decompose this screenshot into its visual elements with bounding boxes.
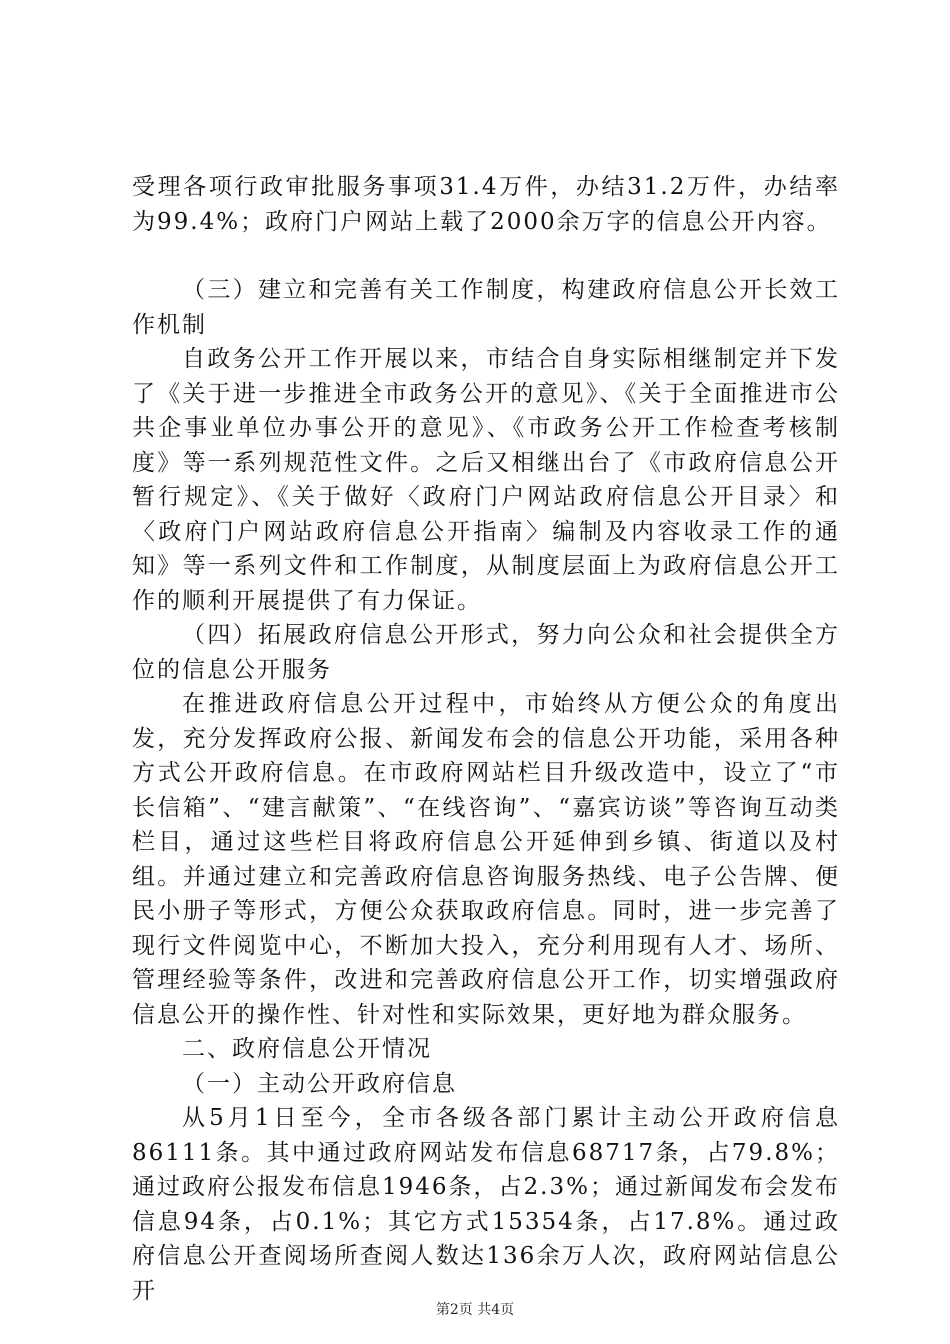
document-body [132,170,840,1308]
paragraph-disclosure-forms: 在推进政府信息公开过程中，市始终从方便公众的角度出发，充分发挥政府公报、新闻发布会的信息公开功能，采用各种方式公开政府信息。在市政府网站栏目升级改造中，设立了“市长信箱”、“建言献策”、“在线咨询”、“嘉宾访谈”等咨询互动类栏目，通过这些栏目将政府信息公开延伸到乡镇、街道以及村组。并通过建立和完善政府信息咨询服务热线、电子公告牌、便民小册子等形式，方便公众获取政府信息。同时，进一步完善了现行文件阅览中心，不断加大投入，充分利用现有人才、场所、管理经验等条件，改进和完善政府信息公开工作，切实增强政府信息公开的操作性、针对性和实际效果，更好地为群众服务。 [132,691,840,1028]
section-heading-4: （四）拓展政府信息公开形式，努力向公众和社会提供全方位的信息公开服务 [132,622,840,683]
paragraph-regulations: 自政务公开工作开展以来，市结合自身实际相继制定并下发了《关于进一步推进全市政务公开的意见》、《关于全面推进市公共企事业单位办事公开的意见》、《市政务公开工作检查考核制度》等一系列规范性文件。之后又相继出台了《市政府信息公开暂行规定》、《关于做好〈政府门户网站政府信息公开目录〉和〈政府门户网站政府信息公开指南〉编制及内容收录工作的通知》等一系列文件和工作制度，从制度层面上为政府信息公开工作的顺利开展提供了有力保证。 [132,346,840,614]
section-heading-1: （一）主动公开政府信息 [182,1070,457,1097]
chapter-heading-2: 二、政府信息公开情况 [182,1036,432,1062]
section-heading-3: （三）建立和完善有关工作制度，构建政府信息公开长效工作机制 [132,277,840,338]
page-number: 第2页 共4页 [435,1302,515,1318]
paragraph-disclosure-stats: 从5月1日至今，全市各级各部门累计主动公开政府信息86111条。其中通过政府网站发布信息68717条，占79.8%；通过政府公报发布信息1946条，占2.3%；通过新闻发布会发布信息94条，占0.1%；其它方式15354条，占17.8%。通过政府信息公开查阅场所查阅人数达136余万人次，政府网站信息公开 [132,1105,840,1304]
paragraph-approval-stats: 受理各项行政审批服务事项31.4万件，办结31.2万件，办结率为99.4%；政府门户网站上载了2000余万字的信息公开内容。 [132,174,840,235]
